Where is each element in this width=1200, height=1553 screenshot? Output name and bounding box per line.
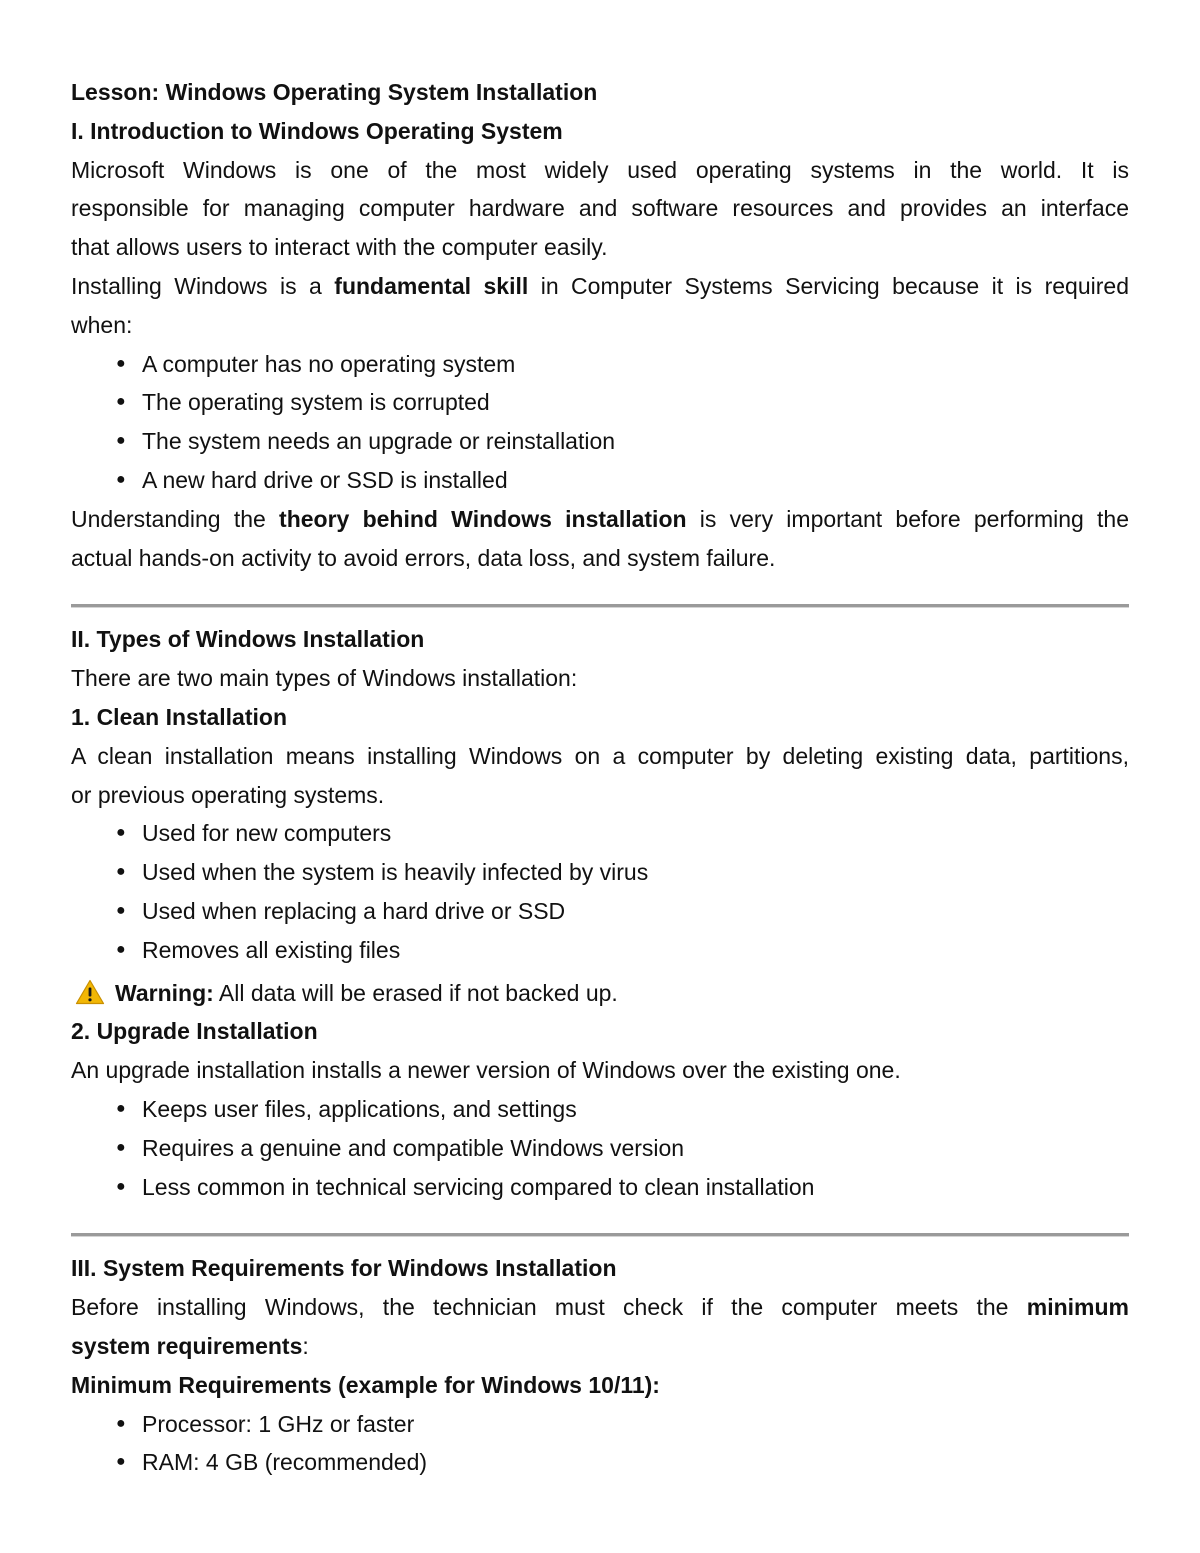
bullet-dot-icon: ●: [116, 354, 126, 372]
bullet-dot-icon: ●: [116, 901, 126, 919]
list-item: ● Processor: 1 GHz or faster: [71, 1405, 1129, 1444]
section1-para1-line1: Microsoft Windows is one of the most widely used operating systems in the world. It is: [71, 156, 1129, 183]
section1-para2-line2: when:: [71, 311, 133, 338]
clean-installation-heading: 1. Clean Installation: [71, 703, 287, 730]
list-item: ● Less common in technical servicing compared to clean installation: [71, 1168, 1129, 1207]
list-item: ● Used for new computers: [71, 814, 1129, 853]
requirements-bullet-list: [71, 1405, 1129, 1483]
bullet-dot-icon: ●: [116, 1138, 126, 1156]
list-item: ● Requires a genuine and compatible Windows version: [71, 1129, 1129, 1168]
section1-para2-line1: Installing Windows is a fundamental skill in Computer Systems Servicing because it is required: [71, 272, 1129, 299]
lesson-title: Lesson: Windows Operating System Installation: [71, 79, 598, 105]
list-item: ● RAM: 4 GB (recommended): [71, 1443, 1129, 1482]
bullet-dot-icon: ●: [116, 1414, 126, 1432]
section1-para1-line3: that allows users to interact with the computer easily.: [71, 234, 608, 261]
upgrade-installation-heading: 2. Upgrade Installation: [71, 1018, 318, 1045]
bullet-dot-icon: ●: [116, 940, 126, 958]
list-item: ● Keeps user files, applications, and settings: [71, 1090, 1129, 1129]
section3-para-line2: system requirements:: [71, 1332, 309, 1359]
bullet-dot-icon: ●: [116, 1453, 126, 1471]
min-requirements-heading: Minimum Requirements (example for Windows 10/11):: [71, 1371, 660, 1398]
section3-heading: III. System Requirements for Windows Installation: [71, 1255, 617, 1282]
bullet-dot-icon: ●: [116, 393, 126, 411]
section1-para1-line2: responsible for managing computer hardware and software resources and provides an interface: [71, 195, 1129, 222]
clean-desc-line2: or previous operating systems.: [71, 781, 385, 808]
warning-label: Warning:: [115, 979, 214, 1006]
section1-para3-line1: Understanding the theory behind Windows installation is very important before performing the: [71, 505, 1130, 532]
warning-triangle-icon: [75, 979, 105, 1005]
section2-heading: II. Types of Windows Installation: [71, 626, 425, 653]
list-item: ● Used when replacing a hard drive or SSD: [71, 892, 1129, 931]
list-item: ● A computer has no operating system: [71, 345, 1129, 384]
bullet-dot-icon: ●: [116, 1177, 126, 1195]
clean-bullet-list: [71, 814, 1129, 969]
list-item: ● A new hard drive or SSD is installed: [71, 461, 1129, 500]
bullet-dot-icon: ●: [116, 432, 126, 450]
horizontal-divider: [71, 604, 1129, 608]
list-item: ● The system needs an upgrade or reinstallation: [71, 422, 1129, 461]
bullet-dot-icon: ●: [116, 470, 126, 488]
list-item: ● The operating system is corrupted: [71, 383, 1129, 422]
warning-text: All data will be erased if not backed up.: [213, 979, 618, 1006]
warning-note: [71, 974, 1129, 1013]
bullet-dot-icon: ●: [116, 1099, 126, 1117]
bullet-dot-icon: ●: [116, 863, 126, 881]
section1-heading: I. Introduction to Windows Operating System: [71, 117, 563, 144]
upgrade-bullet-list: [71, 1090, 1129, 1206]
upgrade-desc: An upgrade installation installs a newer version of Windows over the existing one.: [71, 1057, 901, 1084]
section2-intro: There are two main types of Windows installation:: [71, 665, 578, 692]
section3-para-line1: Before installing Windows, the technician must check if the computer meets the minimum: [71, 1294, 1129, 1321]
clean-desc-line1: A clean installation means installing Windows on a computer by deleting existing data, partitions,: [71, 742, 1129, 769]
list-item: ● Removes all existing files: [71, 931, 1129, 970]
section1-bullet-list: [71, 345, 1129, 500]
list-item: ● Used when the system is heavily infected by virus: [71, 853, 1129, 892]
horizontal-divider: [71, 1233, 1129, 1237]
section1-para3-line2: actual hands-on activity to avoid errors, data loss, and system failure.: [71, 544, 776, 571]
bullet-dot-icon: ●: [116, 824, 126, 842]
